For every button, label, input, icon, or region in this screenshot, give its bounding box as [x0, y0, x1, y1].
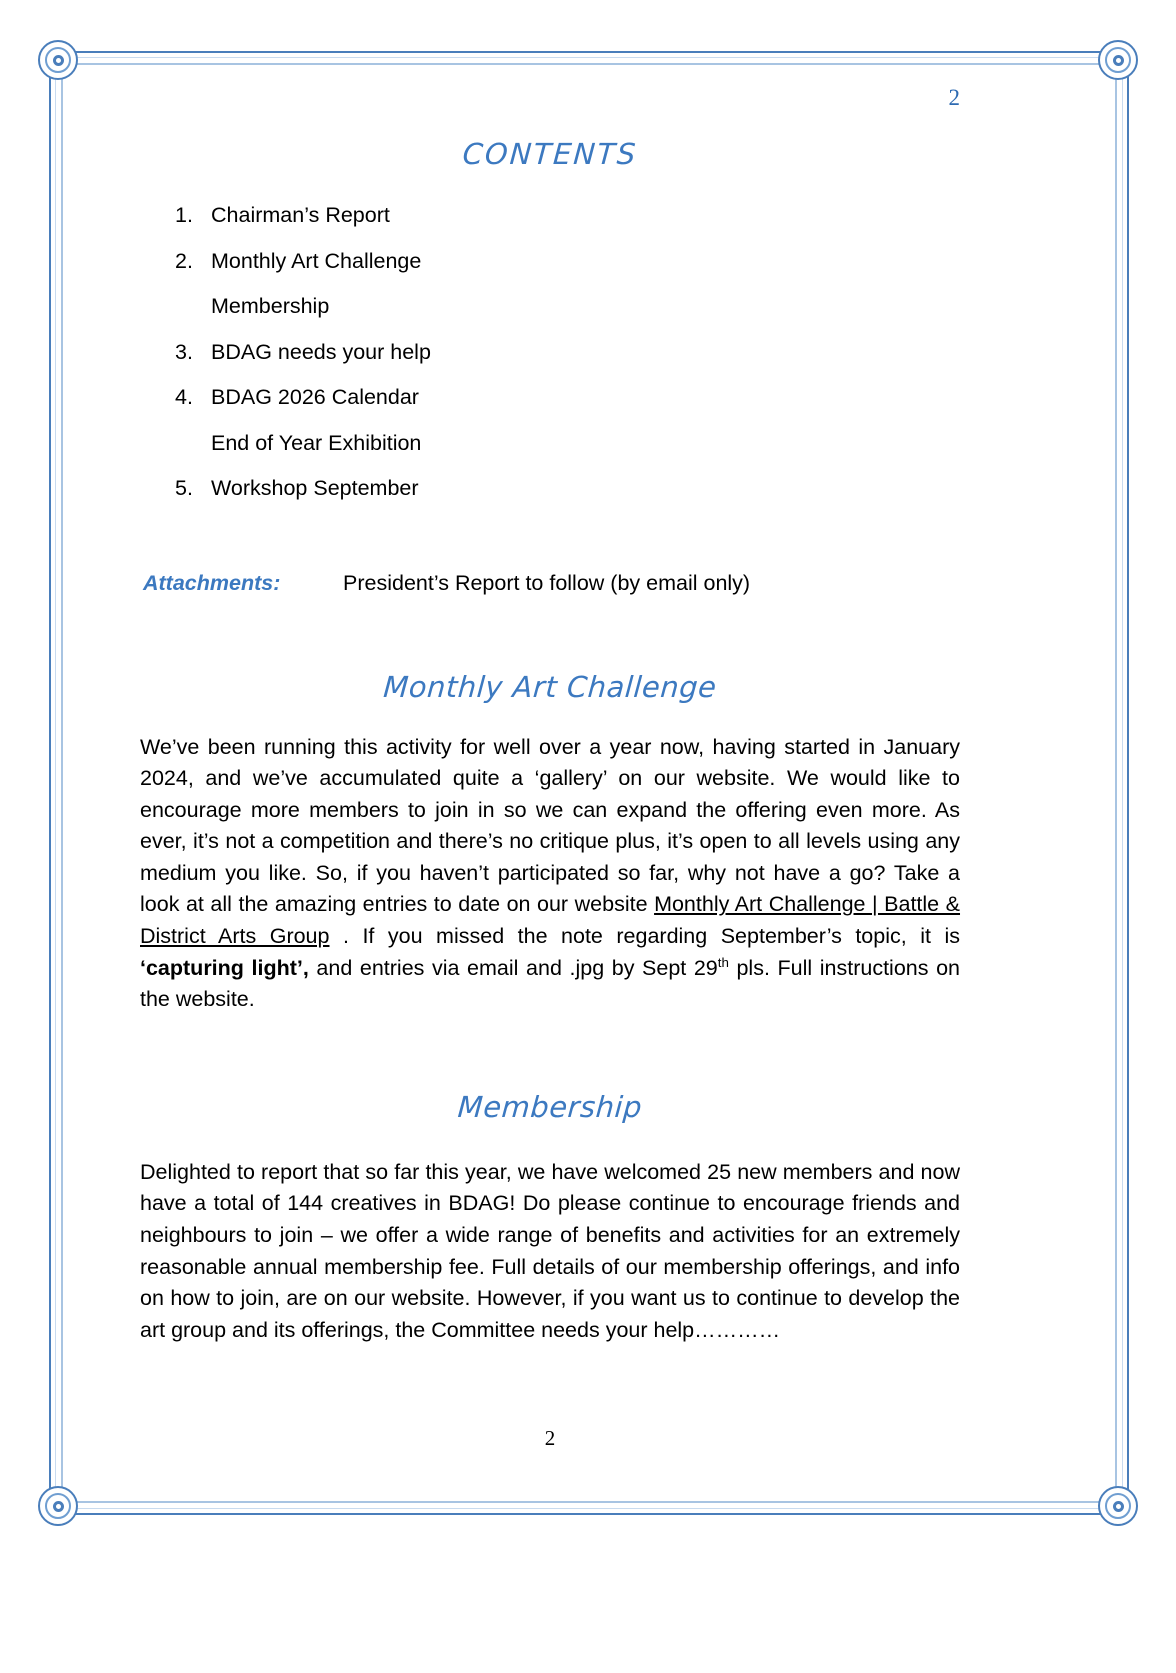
list-item-label: BDAG 2026 Calendar [211, 385, 419, 409]
list-item-label: Workshop September [211, 476, 419, 500]
attachments-value: President’s Report to follow (by email only) [343, 570, 751, 595]
list-item-number: 2. [175, 248, 193, 273]
list-item-label: Membership [211, 294, 330, 318]
list-item-label: End of Year Exhibition [211, 430, 422, 455]
list-item-number: 1. [175, 203, 193, 227]
paragraph-text-end: pls. Full instructions on the website. [140, 955, 960, 1012]
attachments-label: Attachments: [143, 570, 281, 595]
list-item-number: 4. [175, 385, 193, 409]
list-item [140, 466, 960, 512]
corner-ornament-top-right-icon [1098, 40, 1138, 80]
attachments-row [140, 568, 960, 598]
monthly-art-challenge-heading: Monthly Art Challenge [382, 669, 718, 704]
list-item-label: BDAG needs your help [211, 339, 431, 364]
paragraph-text-after-link: . If you missed the note regarding September’s topic, it is [329, 924, 960, 949]
list-item [140, 375, 960, 421]
monthly-art-challenge-paragraph [140, 732, 960, 1016]
date-ordinal-suffix: th [717, 954, 729, 970]
corner-ornament-bottom-left-icon [38, 1486, 78, 1526]
monthly-art-challenge-link[interactable]: Monthly Art Challenge | Battle & District Arts Group [140, 892, 961, 949]
page-content [140, 85, 960, 1485]
list-item-number: 3. [175, 339, 193, 364]
list-item [140, 193, 960, 239]
paragraph-bold-topic: ‘capturing light’, [140, 955, 309, 980]
list-item [140, 284, 960, 330]
paragraph-text-before-link: We’ve been running this activity for well over a year now, having started in January 2024, and we’ve accumulated quite a ‘gallery’ on our website. We would like to encourage more members to join in so we can expand the offering even more. As ever, it’s not a competition and there’s no critique plus, it’s open to all levels using any medium you like. So, if you haven’t participated so far, why not have a go? Take a look at all the amazing entries to date on our website [140, 734, 960, 917]
list-item-label: Chairman’s Report [211, 203, 390, 227]
list-item [140, 330, 960, 376]
list-item-label: Monthly Art Challenge [211, 248, 422, 273]
table-of-contents-list [140, 193, 960, 512]
page-number-top: 2 [948, 85, 960, 110]
page-number-bottom: 2 [544, 1426, 556, 1450]
membership-paragraph: Delighted to report that so far this year, we have welcomed 25 new members and now have a total of 144 creatives in BDAG! Do please continue to encourage friends and neighbours to join – we offer a wide range of benefits and activities for an extremely reasonable annual membership fee. Full details of our membership offerings, and info on how to join, are on our website. However, if you want us to continue to develop the art group and its offerings, the Committee needs your help………… [140, 1159, 960, 1342]
membership-heading: Membership [456, 1089, 644, 1124]
contents-heading: CONTENTS [461, 137, 639, 171]
list-item [140, 239, 960, 285]
corner-ornament-bottom-right-icon [1098, 1486, 1138, 1526]
corner-ornament-top-left-icon [38, 40, 78, 80]
list-item [140, 421, 960, 467]
list-item-number: 5. [175, 476, 193, 500]
paragraph-text-after-bold: and entries via email and .jpg by Sept 29 [308, 955, 718, 980]
